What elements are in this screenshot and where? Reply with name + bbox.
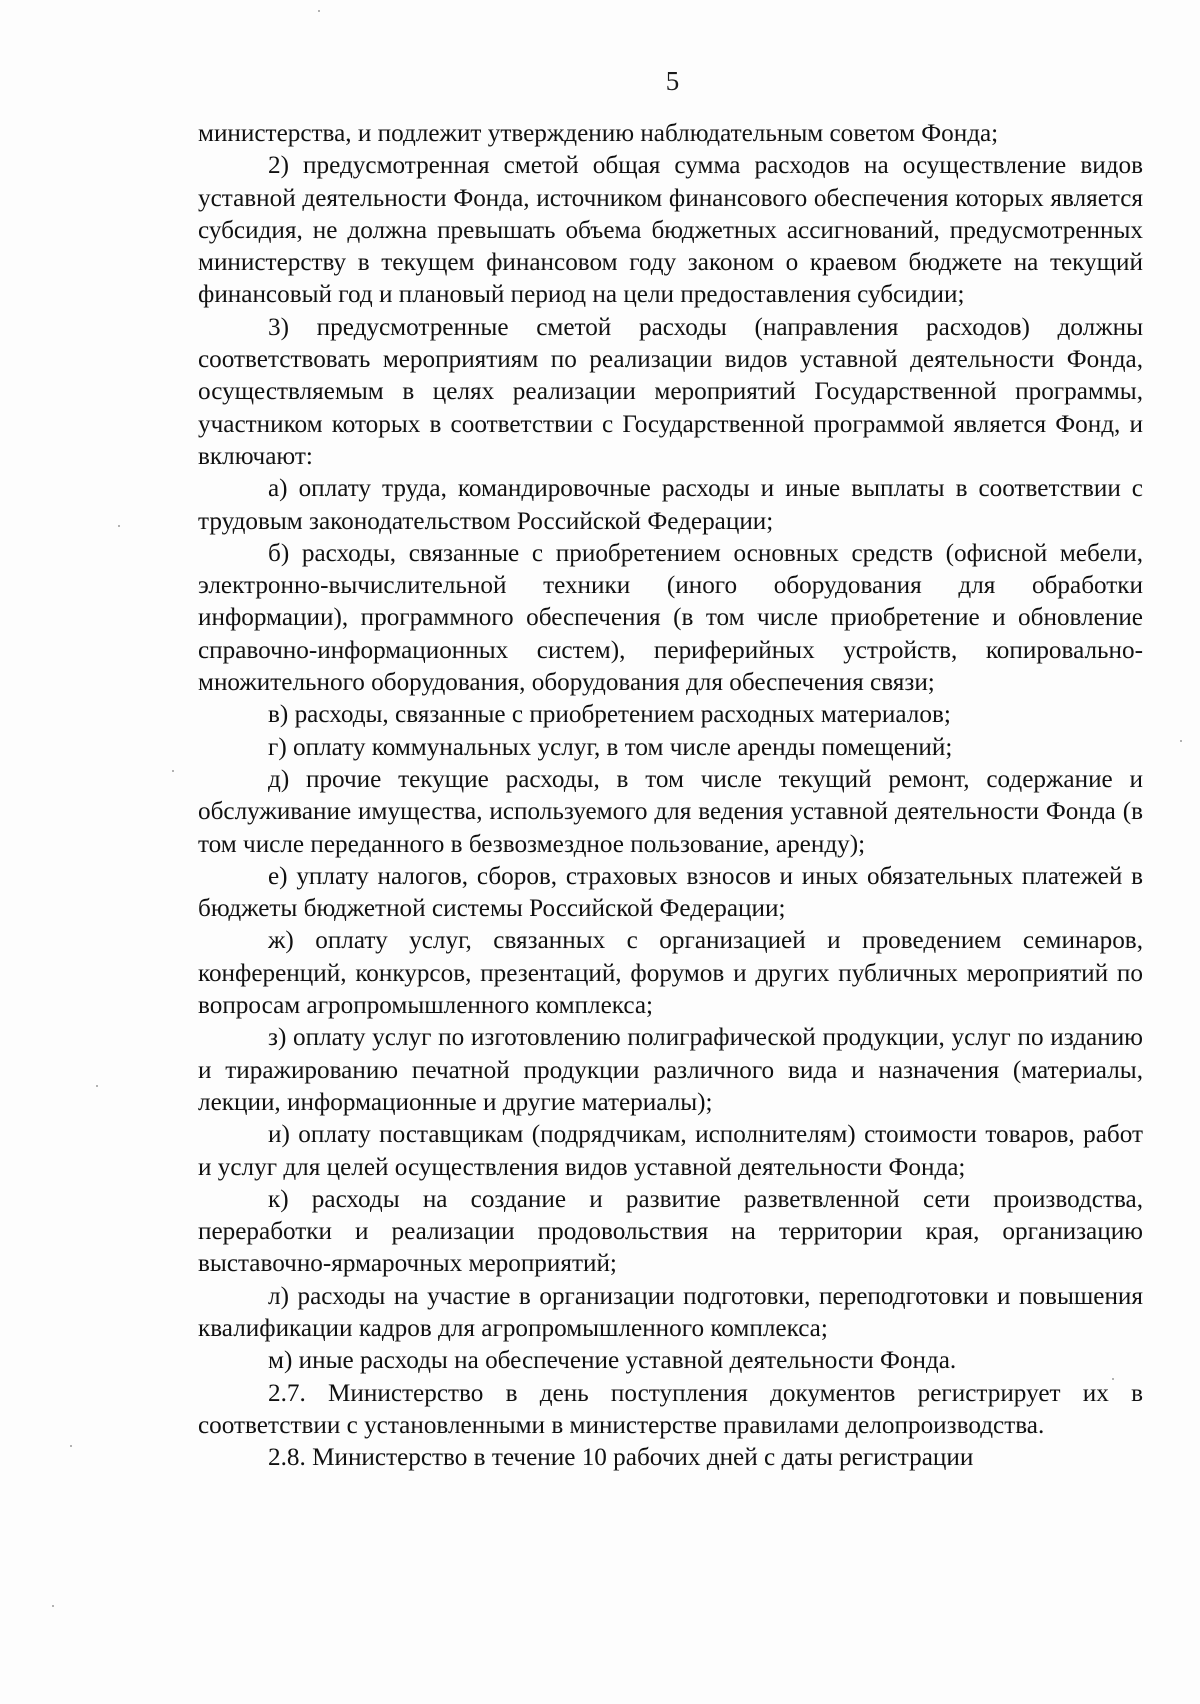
- paragraph-clause-2-8: 2.8. Министерство в течение 10 рабочих дней с даты регистрации: [268, 1444, 974, 1472]
- paragraph-clause-2-7: 2.7. Министерство в день поступления документов регистрирует их в соответствии с установленными в министерстве правилами делопроизводства.: [198, 1379, 1143, 1439]
- paragraph-subitem-a: а) оплату труда, командировочные расходы и иные выплаты в соответствии с трудовым законодательством Российской Федерации;: [198, 475, 1143, 535]
- paragraph-subitem-i: и) оплату поставщикам (подрядчикам, исполнителям) стоимости товаров, работ и услуг для целей осуществления видов уставной деятельности Фонда;: [198, 1121, 1143, 1181]
- document-body: [198, 118, 1143, 1474]
- paragraph-item-3: 3) предусмотренные сметой расходы (направления расходов) должны соответствовать мероприятиям по реализации видов уставной деятельности Фонда, осуществляемым в целях реализации мероприятий Государственной программы, участником которых в соответствии с Государственной программой является Фонд, и включают:: [198, 313, 1143, 470]
- paragraph-subitem-zh: ж) оплату услуг, связанных с организацией и проведением семинаров, конференций, конкурсов, презентаций, форумов и других публичных мероприятий по вопросам агропромышленного комплекса;: [198, 927, 1143, 1020]
- paragraph-subitem-m: м) иные расходы на обеспечение уставной деятельности Фонда.: [268, 1347, 957, 1375]
- paragraph-subitem-l: л) расходы на участие в организации подготовки, переподготовки и повышения квалификации кадров для агропромышленного комплекса;: [198, 1282, 1143, 1342]
- paragraph-subitem-g: г) оплату коммунальных услуг, в том числе аренды помещений;: [268, 733, 953, 761]
- paragraph-subitem-z: з) оплату услуг по изготовлению полиграфической продукции, услуг по изданию и тиражированию печатной продукции различного вида и назначения (материалы, лекции, информационные и другие материалы);: [198, 1024, 1143, 1116]
- paragraph-item-2: 2) предусмотренная сметой общая сумма расходов на осуществление видов уставной деятельности Фонда, источником финансового обеспечения которых является субсидия, не должна превышать объема бюджетных ассигнований, предусмотренных министерству в текущем финансовом году законом о краевом бюджете на текущий финансовый год и плановый период на цели предоставления субсидии;: [198, 152, 1143, 309]
- paragraph-subitem-d: д) прочие текущие расходы, в том числе текущий ремонт, содержание и обслуживание имущества, используемого для ведения уставной деятельности Фонда (в том числе переданного в безвозмездное пользование, аренду);: [198, 765, 1143, 858]
- paragraph-subitem-b: б) расходы, связанные с приобретением основных средств (офисной мебели, электронно-вычислительной техники (иного оборудования для обработки информации), программного обеспечения (в том числе приобретение и обновление справочно-информационных систем), периферийных устройств, копировально-множительного оборудования, оборудования для обеспечения связи;: [198, 539, 1143, 697]
- paragraph-subitem-k: к) расходы на создание и развитие разветвленной сети производства, переработки и реализации продовольствия на территории края, организацию выставочно-ярмарочных мероприятий;: [198, 1185, 1143, 1278]
- page-number: 5: [665, 66, 680, 96]
- paragraph-subitem-e: е) уплату налогов, сборов, страховых взносов и иных обязательных платежей в бюджеты бюджетной системы Российской Федерации;: [198, 862, 1143, 923]
- paragraph-subitem-v: в) расходы, связанные с приобретением расходных материалов;: [268, 701, 951, 729]
- paragraph-continuation: министерства, и подлежит утверждению наблюдательным советом Фонда;: [198, 120, 999, 147]
